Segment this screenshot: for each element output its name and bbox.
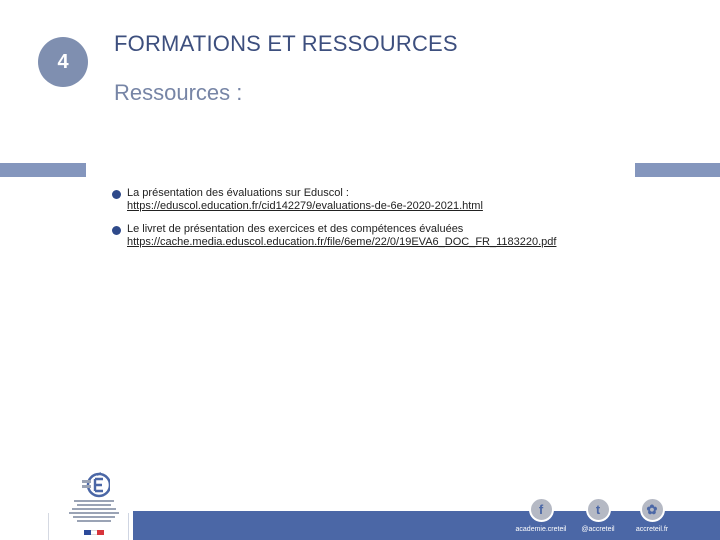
resource-link[interactable]: https://cache.media.eduscol.education.fr/file/6eme/22/0/19EVA6_DOC_FR_1183220.pdf xyxy=(127,236,557,248)
resource-description: La présentation des évaluations sur Eduscol : xyxy=(127,187,349,199)
resource-link[interactable]: https://eduscol.education.fr/cid142279/evaluations-de-6e-2020-2021.html xyxy=(127,200,483,212)
social-label: academie.creteil xyxy=(515,526,567,533)
left-accent-bar xyxy=(0,163,86,177)
education-logo-icon xyxy=(82,472,110,498)
logo-text-lines xyxy=(66,500,122,524)
social-label: accreteil.fr xyxy=(635,526,669,533)
resource-description: Le livret de présentation des exercices et des compétences évaluées xyxy=(127,223,464,235)
website-icon: ✿ xyxy=(640,497,665,522)
resource-list xyxy=(112,187,672,259)
facebook-icon: f xyxy=(529,497,554,522)
right-accent-bar xyxy=(635,163,720,177)
section-number-badge: 4 xyxy=(38,37,88,87)
footer-divider xyxy=(128,513,129,540)
footer-left-divider xyxy=(48,513,49,540)
list-item xyxy=(112,187,672,213)
twitter-icon: t xyxy=(586,497,611,522)
page-subtitle: Ressources : xyxy=(114,80,243,105)
french-flag-icon xyxy=(84,530,104,535)
academy-logo xyxy=(64,470,124,536)
bullet-icon xyxy=(112,190,121,199)
page-title: FORMATIONS ET RESSOURCES xyxy=(114,31,458,56)
bullet-icon xyxy=(112,226,121,235)
list-item xyxy=(112,223,672,249)
social-website[interactable] xyxy=(617,497,687,533)
social-label: @accreteil xyxy=(581,526,615,533)
